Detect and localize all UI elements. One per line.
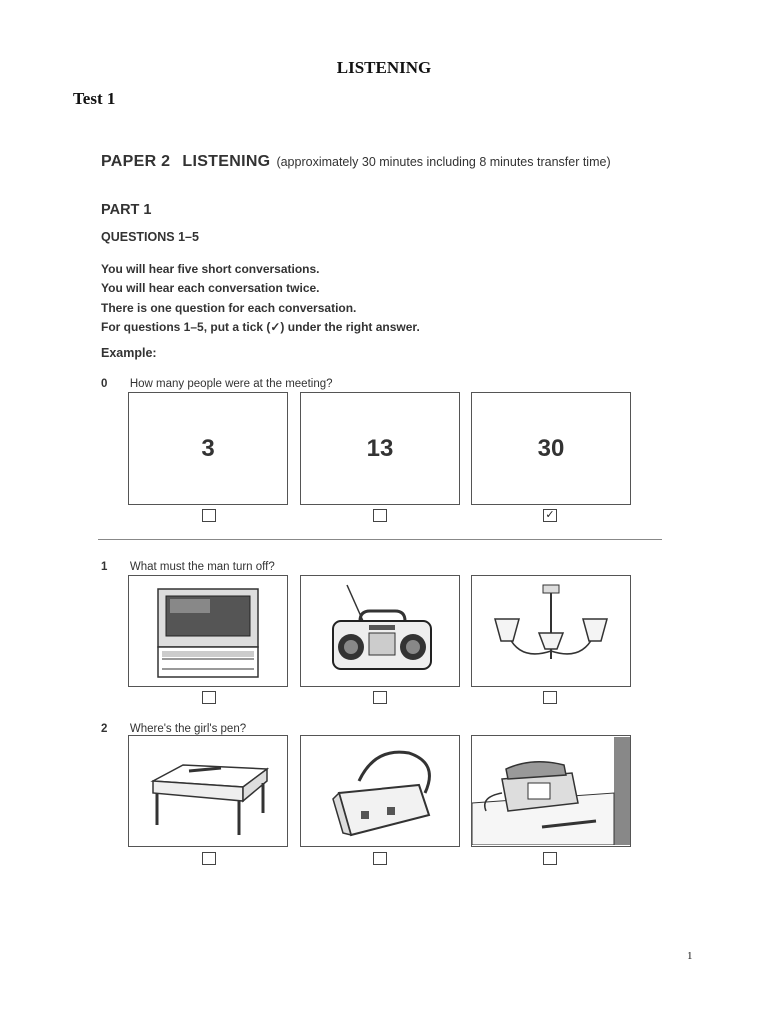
option-number-text: 3 [201,434,215,462]
option-number-text: 13 [366,434,394,462]
option-picture[interactable] [300,392,460,505]
pen-on-table-icon [143,741,273,841]
answer-checkbox-ticked[interactable]: ✓ [543,509,557,522]
divider [98,539,662,540]
question-number: 1 [101,561,108,573]
time-note: (approximately 30 minutes including 8 minutes transfer time) [276,155,611,169]
question-1 [101,557,275,575]
radio-cassette-player-icon [315,581,445,681]
instruction-line: You will hear each conversation twice. [101,281,320,296]
question-0 [101,374,333,392]
answer-checkbox[interactable] [202,852,216,865]
questions-range: QUESTIONS 1–5 [101,230,199,244]
pen-by-telephone-icon [472,737,630,845]
instructions [101,260,420,337]
instruction-line: For questions 1–5, put a tick (✓) under the right answer. [101,319,420,334]
answer-checkbox[interactable] [202,509,216,522]
test-label: Test 1 [73,89,116,108]
part-heading: PART 1 [101,202,152,218]
option-picture[interactable] [300,575,460,687]
option-picture[interactable] [128,575,288,687]
paper-label: PAPER 2 [101,153,171,170]
instruction-line: You will hear five short conversations. [101,262,320,276]
answer-checkbox[interactable] [202,691,216,704]
page-number: 1 [687,950,693,962]
question-number: 2 [101,723,108,735]
option-number-text: 30 [537,434,565,462]
example-label: Example: [101,346,157,360]
question-number: 0 [101,378,108,390]
answer-checkbox[interactable] [543,852,557,865]
question-text: What must the man turn off? [129,561,275,573]
option-picture[interactable] [128,392,288,505]
document-title: LISTENING [336,58,432,77]
television-icon [148,581,268,681]
option-picture[interactable] [471,735,631,847]
answer-checkbox[interactable] [543,691,557,704]
option-picture[interactable] [300,735,460,847]
question-text: Where's the girl's pen? [129,723,247,735]
option-picture[interactable] [471,392,631,505]
instruction-line: There is one question for each conversation. [101,300,357,315]
question-text: How many people were at the meeting? [129,378,333,390]
ceiling-lamp-icon [481,581,621,681]
bag-icon [315,741,445,841]
option-picture[interactable] [471,575,631,687]
answer-checkbox[interactable] [373,691,387,704]
answer-checkbox[interactable] [373,509,387,522]
paper-heading [101,153,611,171]
answer-checkbox[interactable] [373,852,387,865]
section-label: LISTENING [182,153,271,170]
option-picture[interactable] [128,735,288,847]
